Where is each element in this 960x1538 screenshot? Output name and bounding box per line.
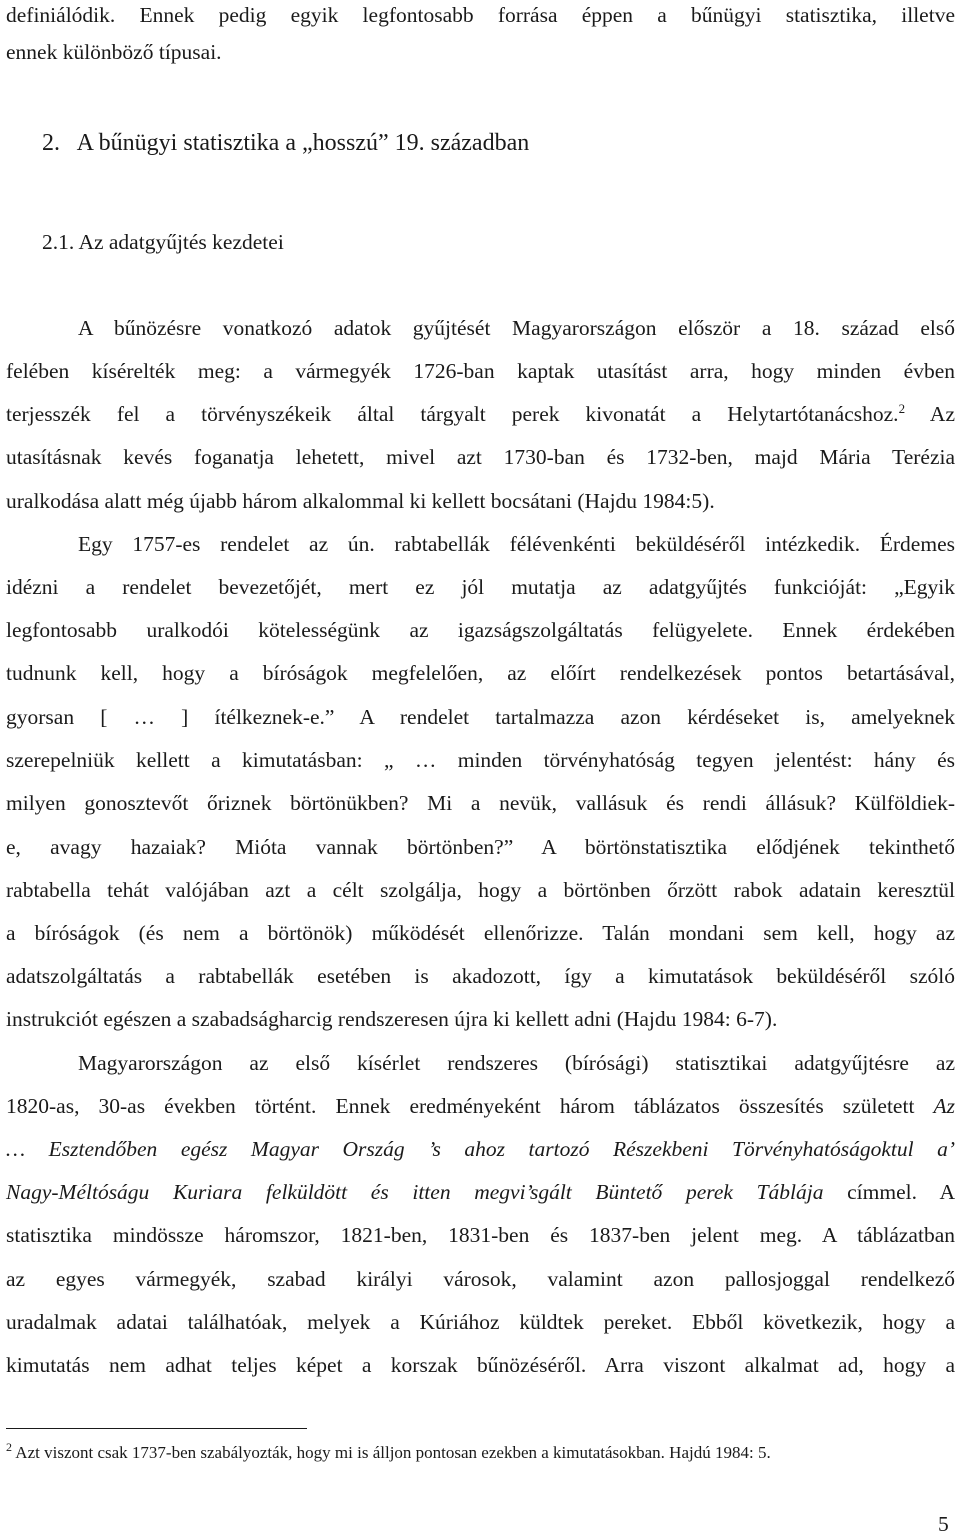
page-number: 5: [938, 1512, 949, 1536]
text-line: Magyarországon az első kísérlet rendszeres (bírósági) statisztikai adatgyűjtésre az: [78, 1051, 955, 1075]
text-line: utasításnak kevés foganatja lehetett, mivel azt 1730-ban és 1732-ben, majd Mária Terézia: [6, 445, 955, 469]
title-italic: Nagy-Méltóságu Kuriara felküldött és itten megvi’sgált Büntető perek Táblája: [6, 1180, 824, 1204]
text-line: 1820-as, 30-as években történt. Ennek eredményeként három táblázatos összesítés született Az: [6, 1094, 955, 1118]
text-line: statisztika mindössze háromszor, 1821-ben, 1831-ben és 1837-ben jelent meg. A táblázatban: [6, 1223, 955, 1247]
text-line: instrukciót egészen a szabadságharcig rendszeresen újra ki kellett adni (Hajdu 1984: 6-7).: [6, 1007, 778, 1031]
text-line: rabtabella tehát valójában azt a célt szolgálja, hogy a börtönben őrzött rabok adatain keresztül: [6, 878, 955, 902]
title-italic: Az: [933, 1094, 955, 1118]
text-line: szerepelniük kellett a kimutatásban: „ … minden törvényhatóság tegyen jelentést: hány és: [6, 748, 955, 772]
text-line: felében kísérelték meg: a vármegyék 1726-ban kaptak utasítást arra, hogy minden évben: [6, 359, 955, 383]
text-line: legfontosabb uralkodói kötelességünk az igazságszolgáltatás felügyelete. Ennek érdekében: [6, 618, 955, 642]
text-line: idézni a rendelet bevezetőjét, mert ez jól mutatja az adatgyűjtés funkcióját: „Egyik: [6, 575, 955, 599]
text-line: ennek különböző típusai.: [6, 40, 222, 64]
text-line: uradalmak adatai találhatóak, melyek a Kúriához küldtek pereket. Ebből következik, hogy a: [6, 1310, 955, 1334]
text-line: Egy 1757-es rendelet az ún. rabtabellák félévenkénti beküldéséről intézkedik. Érdemes: [78, 532, 955, 556]
subsection-heading: 2.1. Az adatgyűjtés kezdetei: [42, 230, 284, 254]
footnote-separator: [6, 1428, 307, 1429]
footnote: [6, 1440, 955, 1466]
text-line: gyorsan [ … ] ítélkeznek-e.” A rendelet tartalmazza azon kérdéseket is, amelyeknek: [6, 705, 955, 729]
text-line: az egyes vármegyék, szabad királyi városok, valamint azon pallosjoggal rendelkező: [6, 1267, 955, 1291]
text-line: [6, 1134, 955, 1164]
text-line: milyen gonosztevőt őriznek börtönükben? Mi a nevük, vallásuk és rendi állásuk? Külföldiek-: [6, 791, 955, 815]
text-line: A bűnözésre vonatkozó adatok gyűjtését Magyarországon először a 18. század első: [78, 316, 955, 340]
footnote-text: Azt viszont csak 1737-ben szabályozták, hogy mi is álljon pontosan ezekben a kimutatásokban. Hajdú 1984: 5.: [12, 1443, 771, 1462]
text-line: a bíróságok (és nem a börtönök) működését ellenőrizze. Talán mondani sem kell, hogy az: [6, 921, 955, 945]
text-line: e, avagy hazaiak? Mióta vannak börtönben?” A börtönstatisztika elődjének tekinthető: [6, 835, 955, 859]
section-heading: 2. A bűnügyi statisztika a „hosszú” 19. században: [42, 130, 530, 156]
footnote-reference[interactable]: 2: [898, 401, 906, 416]
text-line: uralkodása alatt még újabb három alkalommal ki kellett bocsátani (Hajdu 1984:5).: [6, 489, 715, 513]
text-line: adatszolgáltatás a rabtabellák esetében is akadozott, így a kimutatások beküldéséről szóló: [6, 964, 955, 988]
text-line: kimutatás nem adhat teljes képet a korszak bűnözéséről. Arra viszont alkalmat ad, hogy a: [6, 1353, 955, 1377]
text-line: tudnunk kell, hogy a bíróságok megfelelően, az előírt rendelkezések pontos betartásával,: [6, 661, 955, 685]
text-line: Nagy-Méltóságu Kuriara felküldött és itten megvi’sgált Büntető perek Táblája címmel. A: [6, 1180, 955, 1204]
text-line: definiálódik. Ennek pedig egyik legfontosabb forrása éppen a bűnügyi statisztika, illetve: [6, 3, 955, 27]
text-line: terjesszék fel a törvényszékeik által tárgyalt perek kivonatát a Helytartótanácshoz.$^2$ Az: [6, 401, 956, 426]
title-italic: … Esztendőben egész Magyar Ország ’s ahoz tartozó Részekbeni Törvényhatóságoktul a’: [6, 1137, 955, 1161]
footnote-mark: 2: [6, 1440, 12, 1454]
